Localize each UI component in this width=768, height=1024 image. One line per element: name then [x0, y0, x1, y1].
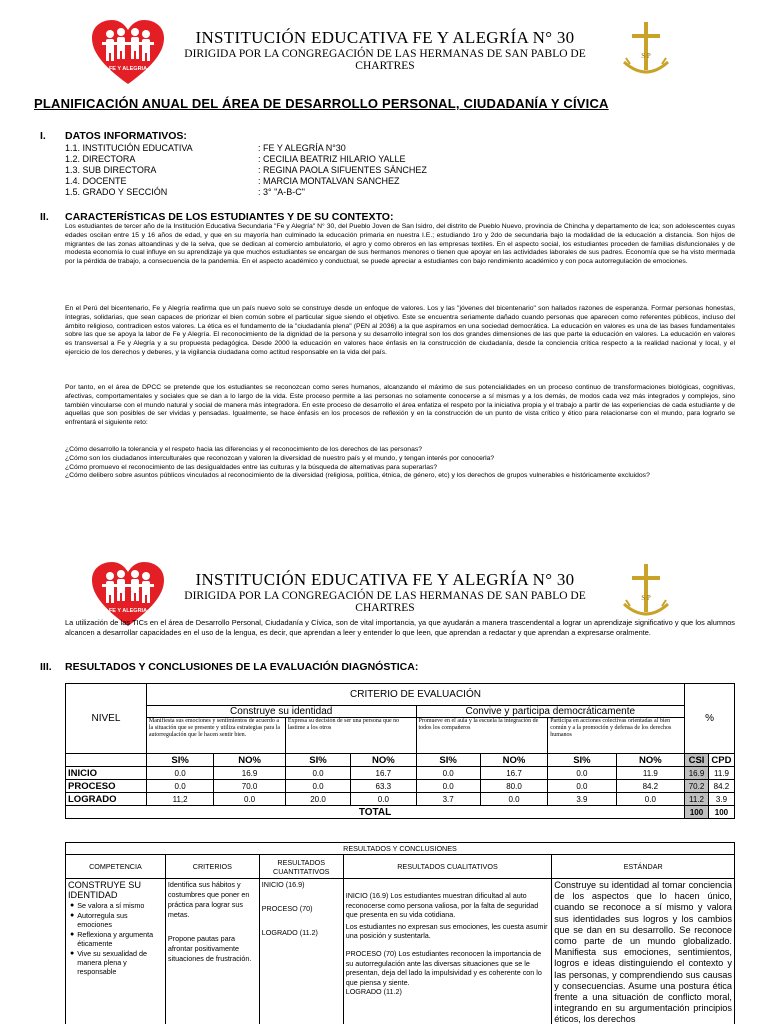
table-row: [66, 843, 735, 855]
diagnostic-table: [65, 683, 735, 819]
table-row: [66, 879, 735, 1024]
section-1-number: I.: [40, 130, 46, 142]
question-item: ¿Cómo promuevo el reconocimiento de las desigualdades entre las culturas y la búsqueda de alternativas para superarlas?: [65, 463, 438, 471]
table-row: [66, 684, 735, 706]
cuantitativo-item: PROCESO (70): [261, 904, 313, 913]
no-header: NO%: [616, 754, 684, 767]
si-header: SI%: [146, 754, 213, 767]
question-item: ¿Cómo desarrollo la tolerancia y el respeto hacia las diferencias y el reconocimiento de los derechos de las personas?: [65, 446, 423, 453]
cualitativo-text: Los estudiantes no expresan sus emociones, les cuesta asumir una posición y sustentarla.: [345, 921, 548, 941]
nivel-header: NIVEL: [66, 684, 147, 754]
no-header: NO%: [480, 754, 547, 767]
value-cell: 0.0: [548, 780, 616, 793]
value-cell: 0.0: [480, 793, 547, 806]
value-cell: 0.0: [416, 780, 480, 793]
si-header: SI%: [285, 754, 350, 767]
cualitativo-text: INICIO (16.9) Los estudiantes muestran dificultad al auto reconocerse como persona valiosa, por la falta de seguridad que presenta en su vida cotidiana.: [345, 891, 539, 920]
cualitativo-text: LOGRADO (11.2): [345, 987, 402, 997]
paragraph-bicentenario: En el Perú del bicentenario, Fe y Alegría reafirma que un país nuevo solo se construye desde un enfoque de valores. Los y las "jóvenes del bicentenario" son hallados razones de esperanza. Formar personas honestas, íntegras, solidarias, que sean capaces de priorizar el bien común sobre el particular sigue siendo el objetivo. Este se encuentra seriamente dañado cuando personas que aparecen como referentes públicos, incluso del ámbito religioso, contradicen estos valores. La ética es el fundamento de la "ciudadanía plena" (PEN al 2036) a la que aspiramos en una sociedad democrática. La educación en valores es una de las bases fundamentales sobre las que se apoya la labor de Fe y Alegría. El reconocimiento de la dignidad de la persona y su desarrollo integral son los dos grandes dimensiones de las que parte la educación en valores. La educación en valores es transversal a Fe y Alegría y a su propuesta pedagógica. Desde 2000 la educación en valores hace énfasis en la construcción de ciudadanía, desde la conciencia crítica respecto a la realidad nacional y local, y el ejercicio de los derechos y deberes, y la vigilancia ciudadana como actitud responsable en la vida del país.: [65, 305, 735, 356]
resultados-conclusiones-table: [65, 842, 735, 1024]
institution-title: INSTITUCIÓN EDUCATIVA FE Y ALEGRÍA N° 30: [195, 570, 575, 589]
competencia-title: CONSTRUYE SU IDENTIDAD: [68, 880, 141, 900]
no-header: NO%: [214, 754, 286, 767]
table-row: [66, 806, 735, 819]
paragraph-dpcc: Por tanto, en el área de DPCC se pretende que los estudiantes se reconozcan como seres humanos, alcanzando el máximo de sus potencialidades en un proceso continuo de transformaciones biológicas, cognitivas, afectivas, comportamentales y sociales que se dan a lo largo de la vida. Este proceso permite a las personas no solamente conocerse a sí mismas y a los demás, de modos cada vez más integrados y complejos, sino también vincularse con el mundo natural y social de manera más integradora. En este proceso de desarrollo el área enfatiza el respeto por la iniciativa propia y el trabajo a partir de las experiencias de cada estudiante y de aquellas que son posibles de ser vividas y pensadas. Igualmente, se hace énfasis en los procesos de reflexión y en la construcción de un punto de vista crítico y ético para relacionarse con el mundo, para lograrlo se enfrentará el siguiente reto:: [65, 384, 735, 427]
csi-value: 16.9: [685, 767, 709, 780]
cpd-header: CPD: [708, 754, 734, 767]
datos-informativos: [65, 143, 427, 198]
table-row: [66, 793, 735, 806]
capacidades-list: [68, 901, 163, 976]
col-header: COMPETENCIA: [66, 855, 166, 879]
value-cell: 0.0: [146, 780, 213, 793]
section-2-title: CARACTERÍSTICAS DE LOS ESTUDIANTES Y DE SU CONTEXTO:: [65, 211, 394, 223]
dato-row: 1.1. INSTITUCIÓN EDUCATIVA : FE Y ALEGRÍA N°30: [65, 143, 346, 153]
col-header: RESULTADOS CUALITATIVOS: [343, 855, 552, 879]
table-row: [66, 754, 735, 767]
question-item: ¿Cómo son los ciudadanos interculturales que reconozcan y valoren la diversidad de nuestro país y el mundo, y tengan interés por conocerla?: [65, 454, 495, 462]
col-header: RESULTADOS CUANTITATIVOS: [259, 855, 343, 879]
pct-header: %: [685, 684, 735, 754]
list-item: ● Vive su sexualidad de manera plena y responsable: [70, 949, 148, 976]
cuantitativo-item: LOGRADO (11.2): [261, 928, 318, 937]
value-cell: 0.0: [616, 793, 684, 806]
competencia-cell: [66, 879, 166, 1024]
fe-y-alegria-logo: [90, 20, 166, 86]
level-label: LOGRADO: [66, 793, 147, 806]
level-label: PROCESO: [66, 780, 147, 793]
institution-subtitle: DIRIGIDA POR LA CONGREGACIÓN DE LAS HERMANAS DE SAN PABLO DE CHARTRES: [184, 48, 586, 72]
value-cell: 16.7: [480, 767, 547, 780]
level-label: INICIO: [66, 767, 147, 780]
section-2-number: II.: [40, 211, 49, 223]
dato-row: 1.3. SUB DIRECTORA : REGINA PAOLA SIFUENTES SÁNCHEZ: [65, 165, 427, 175]
comp-identidad-header: Construye su identidad: [146, 706, 416, 718]
value-cell: 80.0: [480, 780, 547, 793]
list-item: ● Se valora a sí mismo: [70, 901, 145, 910]
paragraph-tics: La utilización de las TICs en el área de Desarrollo Personal, Ciudadanía y Cívica, son de vital importancia, ya que ayudarán a manera trascendental a lograr un aprendizaje significativo y que los alumnos alcancen a desarrollar capacidades en el uso de la lengua, es decir, que aprendan a leer y entender lo que leen, que aprendan a redactar y que aprendan a expresarse oralmente.: [65, 618, 735, 637]
total-csi: 100: [685, 806, 709, 819]
criterio-cell: Promueve en el aula y la escuela la integración de todos los compañeros: [416, 718, 548, 754]
value-cell: 20.0: [285, 793, 350, 806]
table-row: [66, 855, 735, 879]
value-cell: 16.7: [351, 767, 416, 780]
section-3-number: III.: [40, 661, 52, 673]
bullet-icon: ●: [70, 950, 75, 957]
question-item: ¿Cómo delibero sobre asuntos públicos vinculados al reconocimiento de la diversidad (religiosa, política, étnica, de género, etc) y los derechos de grupos vulnerables e históricamente excluidos?: [65, 472, 650, 480]
criterio-text: Propone pautas para afrontar positivamente situaciones de frustración.: [167, 934, 252, 963]
document-title: PLANIFICACIÓN ANUAL DEL ÁREA DE DESARROLLO PERSONAL, CIUDADANÍA Y CÍVICA: [34, 96, 609, 111]
bullet-icon: ●: [70, 931, 75, 938]
value-cell: 11,2: [146, 793, 213, 806]
criterio-header: CRITERIO DE EVALUACIÓN: [146, 684, 684, 706]
value-cell: 84.2: [616, 780, 684, 793]
table-row: [66, 767, 735, 780]
criterio-cell: Expresa su decisión de ser una persona que no lastime a los otros: [285, 718, 416, 754]
section-3-title: RESULTADOS Y CONCLUSIONES DE LA EVALUACIÓN DIAGNÓSTICA:: [65, 661, 419, 673]
csi-value: 70.2: [685, 780, 709, 793]
value-cell: 0.0: [214, 793, 286, 806]
bullet-icon: ●: [70, 912, 75, 919]
value-cell: 70.0: [214, 780, 286, 793]
si-header: SI%: [416, 754, 480, 767]
list-item: ● Reflexiona y argumenta éticamente: [70, 930, 154, 948]
col-header: ESTÁNDAR: [552, 855, 735, 879]
value-cell: 0.0: [146, 767, 213, 780]
estandar-cell: [552, 879, 735, 1024]
dato-row: 1.5. GRADO Y SECCIÓN : 3° "A-B-C": [65, 187, 305, 197]
page-header-1: [0, 20, 768, 90]
criterio-text: Identifica sus hábitos y costumbres que poner en práctica para lograr sus metas.: [167, 880, 250, 919]
value-cell: 3.7: [416, 793, 480, 806]
section-1-title: DATOS INFORMATIVOS:: [65, 130, 187, 142]
cuantitativos-cell: [259, 879, 343, 1024]
institution-title: INSTITUCIÓN EDUCATIVA FE Y ALEGRÍA N° 30: [195, 28, 575, 47]
institution-subtitle: DIRIGIDA POR LA CONGREGACIÓN DE LAS HERMANAS DE SAN PABLO DE CHARTRES: [184, 590, 586, 614]
value-cell: 0.0: [416, 767, 480, 780]
csi-value: 11.2: [685, 793, 709, 806]
table-row: [66, 706, 735, 718]
no-header: NO%: [351, 754, 416, 767]
value-cell: 11.9: [616, 767, 684, 780]
table-row: [66, 718, 735, 754]
cuantitativo-item: INICIO (16.9): [261, 880, 305, 889]
csi-header: CSI: [685, 754, 709, 767]
criterios-cell: [165, 879, 259, 1024]
value-cell: 0.0: [285, 767, 350, 780]
congregation-seal: [620, 562, 672, 622]
list-item: ● Autorregula sus emociones: [70, 911, 128, 929]
total-label: TOTAL: [66, 806, 685, 819]
dato-row: 1.2. DIRECTORA : CECILIA BEATRIZ HILARIO YALLE: [65, 154, 406, 164]
reto-questions: [65, 446, 735, 481]
total-cpd: 100: [708, 806, 734, 819]
cualitativo-text: PROCESO (70) Los estudiantes reconocen la importancia de su autorregulación ante las diversas situaciones que se le presentan, deja del lado la impulsividad y es coherente con lo que piensa y siente.: [345, 948, 542, 987]
dato-row: 1.4. DOCENTE : MARCIA MONTALVAN SANCHEZ: [65, 176, 400, 186]
rc-title: RESULTADOS Y CONCLUSIONES: [66, 843, 735, 855]
criterio-cell: Participa en acciones colectivas orientadas al bien común y a la promoción y defensa de los derechos humanos: [548, 718, 685, 754]
svg-text:FE Y ALEGRIA: FE Y ALEGRIA: [108, 608, 148, 614]
table-row: [66, 780, 735, 793]
cpd-value: 84.2: [708, 780, 734, 793]
svg-text:S P: S P: [641, 594, 651, 602]
value-cell: 3.9: [548, 793, 616, 806]
value-cell: 0.0: [285, 780, 350, 793]
col-header: CRITERIOS: [165, 855, 259, 879]
si-header: SI%: [548, 754, 616, 767]
comp-convive-header: Convive y participa democráticamente: [416, 706, 685, 718]
cpd-value: 11.9: [708, 767, 734, 780]
bullet-icon: ●: [70, 902, 75, 909]
estandar-text: Construye su identidad al tomar conciencia de los aspectos que lo hacen único, cuando se reconoce a sí mismo y valora sus identidades sus logros y los cambios que se dan en su desarrollo. Se reconoce como parte de un mundo globalizado. Manifiesta sus emociones, sentimientos, logros e ideas distinguiendo el contexto y las personas, y comprendiendo sus causas y consecuencias. Asume una postura ética frente a una situación de conflicto moral, integrando en su argumentación principios éticos, los derechos: [554, 880, 732, 1024]
value-cell: 0.0: [351, 793, 416, 806]
cpd-value: 3.9: [708, 793, 734, 806]
svg-text:FE Y ALEGRIA: FE Y ALEGRIA: [108, 66, 148, 72]
criterio-cell: Manifiesta sus emociones y sentimientos de acuerdo a la situación que se presente y utiliza estrategias para la autorregulación que le hacen sentir bien.: [146, 718, 285, 754]
cualitativos-cell: [343, 879, 552, 1024]
value-cell: 63.3: [351, 780, 416, 793]
svg-text:S P: S P: [641, 52, 651, 60]
value-cell: 16.9: [214, 767, 286, 780]
value-cell: 0.0: [548, 767, 616, 780]
paragraph-students: Los estudiantes de tercer año de la Institución Educativa Secundaria "Fe y Alegría" N° 30, del Pueblo Joven de San Isidro, del distrito de Pueblo Nuevo, provincia de Chincha y departamento de Ica; son adolescentes cuyas edades oscilan entre 15 y 16 años de edad, y que en su mayoría han culminado la educación primaria en nuestra I.E.; estudiando 1ro y 2do de secundaria bajo la modalidad de la educación a distancia. Son hijos de migrantes de las zonas altoandinas y de la selva, que se dedican al comercio ambulatorio, el agro y como obreros en las empresas textiles. En el aspecto social, los estudiantes proceden de familias disfuncionales y de modesta economía lo cual influye en su aprendizaje ya que muchos estudiantes se encargan de sus hermanos menores o tienen que apoyar en las actividades laborales de sus padres. Economía que se ha visto mermada por la pérdida de trabajo, a consecuencia de la pandemia. En el aspecto académico y conductual, se puede apreciar a estudiantes con bajo rendimiento académico y con poca autorregulación de emociones.: [65, 223, 735, 266]
congregation-seal: [620, 20, 672, 80]
